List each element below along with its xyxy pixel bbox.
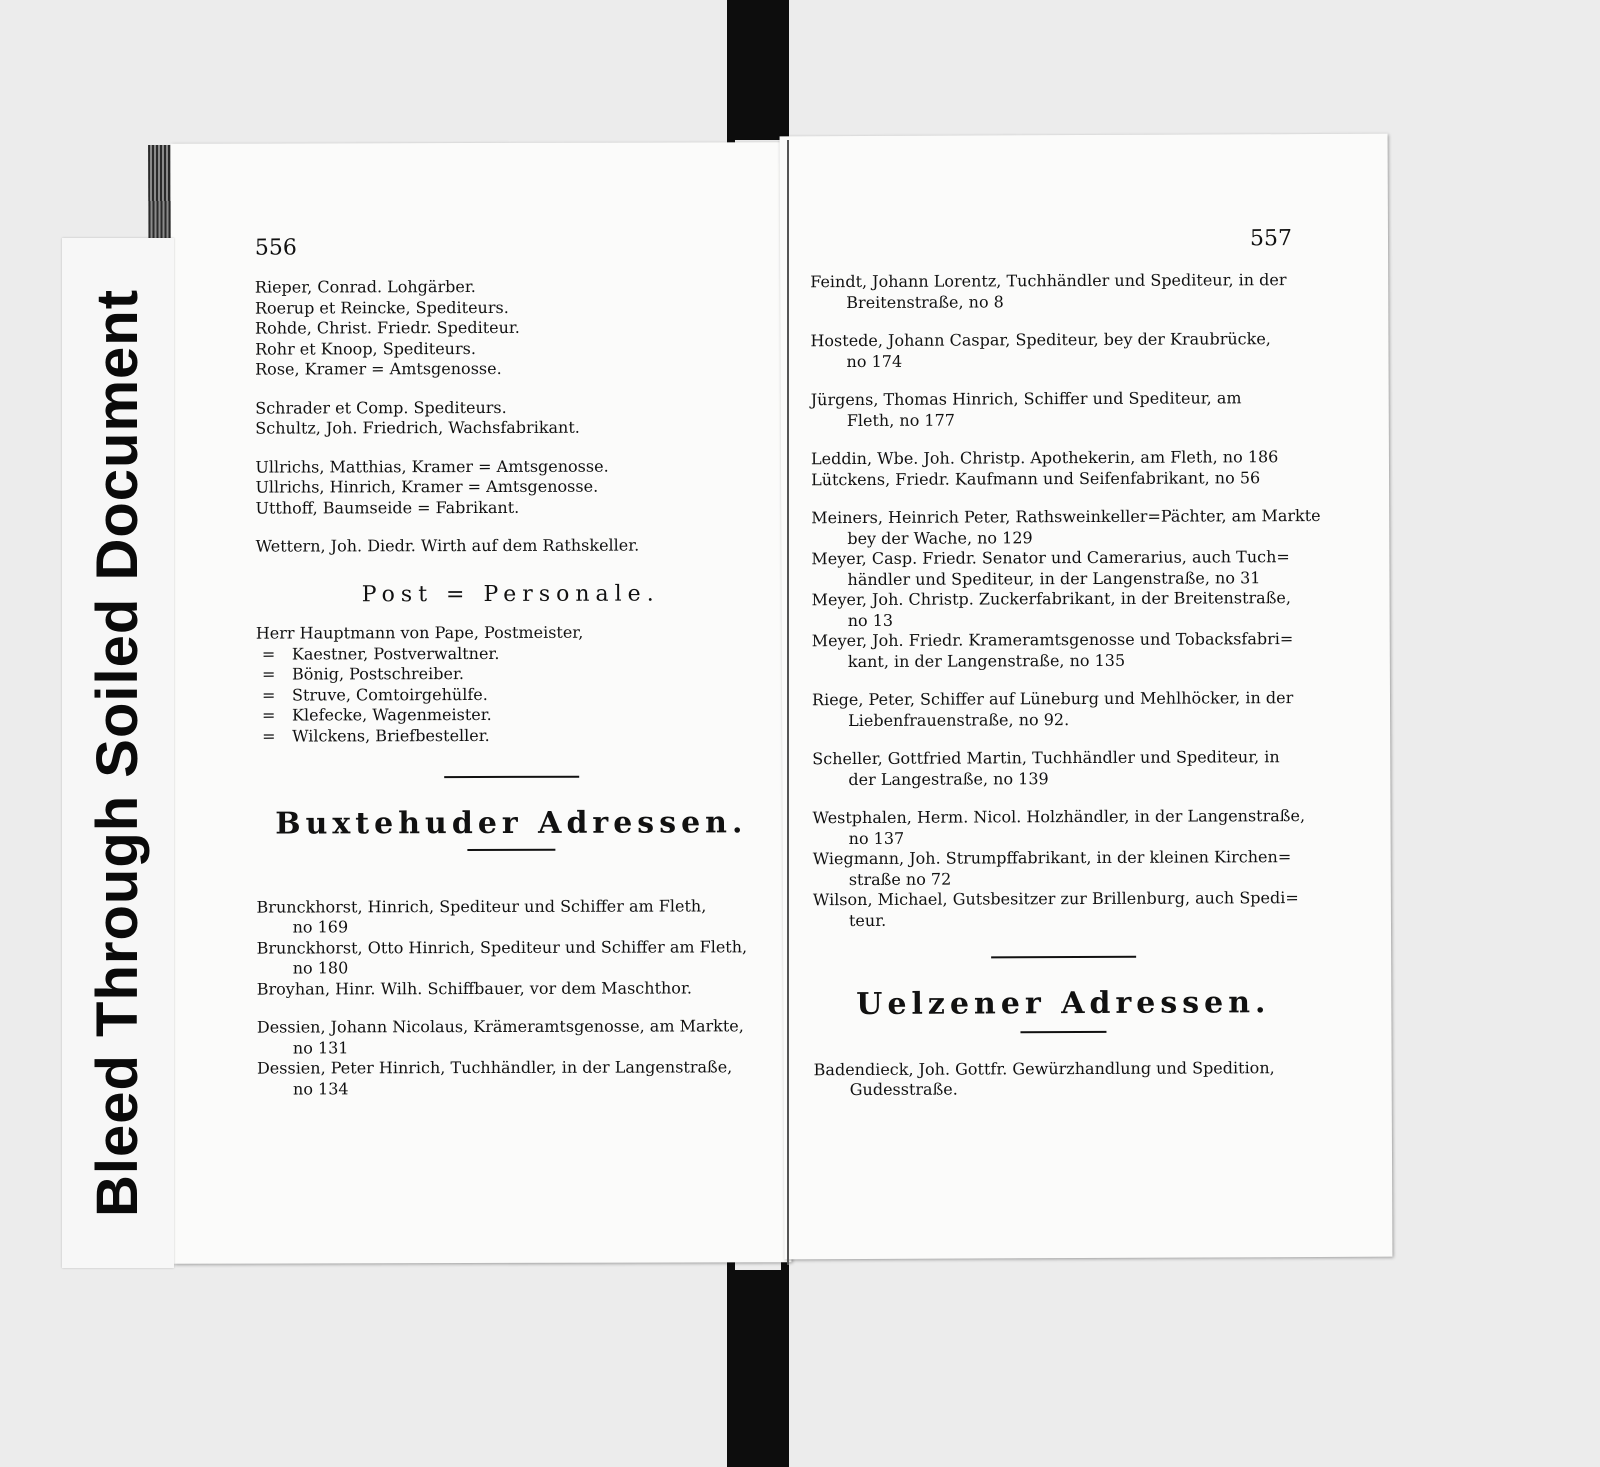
entry-group [812,806,1313,931]
right-column [810,270,1321,1101]
uelzener-heading: Uelzener Adressen. [856,985,1271,1023]
ditto-mark: = [261,685,276,705]
entry-line: Dessien, Peter Hinrich, Tuchhändler, in der Langenstraße, [256,1057,733,1078]
entry-line: Rohde, Christ. Friedr. Spediteur. [254,317,520,338]
section-rule [444,776,579,778]
entry-line: Leddin, Wbe. Joh. Christp. Apothekerin, am Fleth, no 186 [810,447,1279,469]
entry-line: Brunckhorst, Otto Hinrich, Spediteur und Schiffer am Fleth, [256,936,748,958]
ditto-mark: = [262,705,276,725]
entry-line: no 134 [292,1078,349,1098]
entry-line: händler und Spediteur, in der Langenstraße, no 31 [847,567,1261,589]
left-page [171,142,792,1264]
entry-line: Schrader et Comp. Spediteurs. [255,397,507,418]
entry-line: no 180 [292,958,349,978]
buxtehuder-heading: Buxtehuder Adressen. [275,805,748,842]
entry-line: Feindt, Johann Lorentz, Tuchhändler und Spediteur, in der [810,270,1287,292]
uelzen-entries [814,1058,1314,1101]
entry-line: Wettern, Joh. Diedr. Wirth auf dem Rathskeller. [255,535,640,556]
entry-group [811,447,1311,490]
document-label-text: Bleed Through Soiled Document [85,288,150,1218]
entry-group [811,388,1311,431]
entry-line: der Langestraße, no 139 [848,768,1049,789]
entry-line: Wilson, Michael, Gutsbesitzer zur Brillenburg, auch Spedi= [812,888,1299,910]
entry-line: teur. [848,910,887,930]
right-page [780,134,1393,1260]
entry-group [810,329,1310,372]
section-rule [991,956,1136,959]
buxtehude-entries-2 [257,1016,767,1099]
entries-s [255,397,765,439]
entry-line: Brunckhorst, Hinrich, Spediteur und Schiffer am Fleth, [256,895,707,917]
entry-line: no 13 [847,610,894,630]
entry-group [811,505,1321,672]
ditto-mark: = [261,664,276,684]
entry-line: Ullrichs, Hinrich, Kramer = Amtsgenosse. [255,476,599,497]
ditto-mark: = [262,726,276,746]
page-number-left: 556 [254,235,297,261]
ditto-mark: = [261,644,276,664]
entry-line: Utthoff, Baumseide = Fabrikant. [255,497,520,518]
post-head: Herr Hauptmann von Pape, Postmeister, [255,622,584,643]
entry-line: Scheller, Gottfried Martin, Tuchhändler und Spediteur, in [812,747,1280,769]
entry-line: Hostede, Johann Caspar, Spediteur, bey der Kraubrücke, [810,329,1271,351]
entry-line: Gudesstraße. [849,1079,958,1100]
document-label [62,238,174,1268]
entry-line: Lütckens, Friedr. Kaufmann und Seifenfabrikant, no 56 [811,467,1261,489]
entries-r [255,276,765,380]
buxtehude-entries [257,896,767,1000]
entry-line: bey der Wache, no 129 [847,527,1033,548]
entry-line: Badendieck, Joh. Gottfr. Gewürzhandlung und Spedition, [813,1057,1275,1079]
entry-line: straße no 72 [848,869,952,889]
entry-group [812,747,1312,790]
entry-line: Rose, Kramer = Amtsgenosse. [255,358,502,379]
entry-line: Meyer, Joh. Friedr. Krameramtsgenosse und Tobacksfabri= [811,629,1294,651]
entry-line: Jürgens, Thomas Hinrich, Schiffer und Spediteur, am [810,388,1242,410]
post-item: Bönig, Postschreiber. [291,664,464,684]
entry-line: no 169 [292,917,349,937]
post-personale-heading: Post = Personale. [361,581,660,607]
entries-u [255,456,765,519]
post-item: Struve, Comtoirgehülfe. [291,684,488,704]
post-item: Wilckens, Briefbesteller. [292,725,490,745]
entry-line: Riege, Peter, Schiffer auf Lüneburg und Mehlhöcker, in der [811,688,1294,710]
entry-line: Dessien, Johann Nicolaus, Krämeramtsgenosse, am Markte, [256,1016,744,1037]
entry-line: no 174 [846,351,903,371]
entry-line: Meyer, Joh. Christp. Zuckerfabrikant, in der Breitenstraße, [811,588,1291,610]
post-list [256,622,766,746]
post-item: Kaestner, Postverwaltner. [291,643,500,663]
entry-line: Breitenstraße, no 8 [846,291,1004,312]
entry-group [810,270,1310,313]
page-gutter-line [787,140,789,1265]
entry-line: Wiegmann, Joh. Strumpffabrikant, in der kleinen Kirchen= [812,847,1292,869]
entry-line: Rohr et Knoop, Spediteurs. [255,338,476,359]
entry-line: Liebenfrauenstraße, no 92. [848,709,1070,730]
entry-line: Broyhan, Hinr. Wilh. Schiffbauer, vor dem Maschthor. [256,977,692,999]
entry-line: Meiners, Heinrich Peter, Rathsweinkeller=Pächter, am Markte [811,505,1321,528]
entry-line: no 131 [292,1037,349,1057]
left-column [255,276,767,1099]
entry-line: Meyer, Casp. Friedr. Senator und Camerarius, auch Tuch= [811,547,1290,569]
entry-line: Fleth, no 177 [846,410,955,430]
entry-line: Rieper, Conrad. Lohgärber. [254,277,476,297]
entry-group [812,688,1312,731]
entry-line: Roerup et Reincke, Spediteurs. [254,297,509,318]
entry-line: no 137 [848,828,905,848]
entry-line: kant, in der Langenstraße, no 135 [847,650,1126,671]
page-number-right: 557 [1249,226,1293,252]
entry-line: Schultz, Joh. Friedrich, Wachsfabrikant. [255,417,580,438]
post-item: Klefecke, Wagenmeister. [292,704,492,725]
entry-line: Ullrichs, Matthias, Kramer = Amtsgenosse. [255,456,609,477]
entry-line: Westphalen, Herm. Nicol. Holzhändler, in der Langenstraße, [812,806,1306,828]
